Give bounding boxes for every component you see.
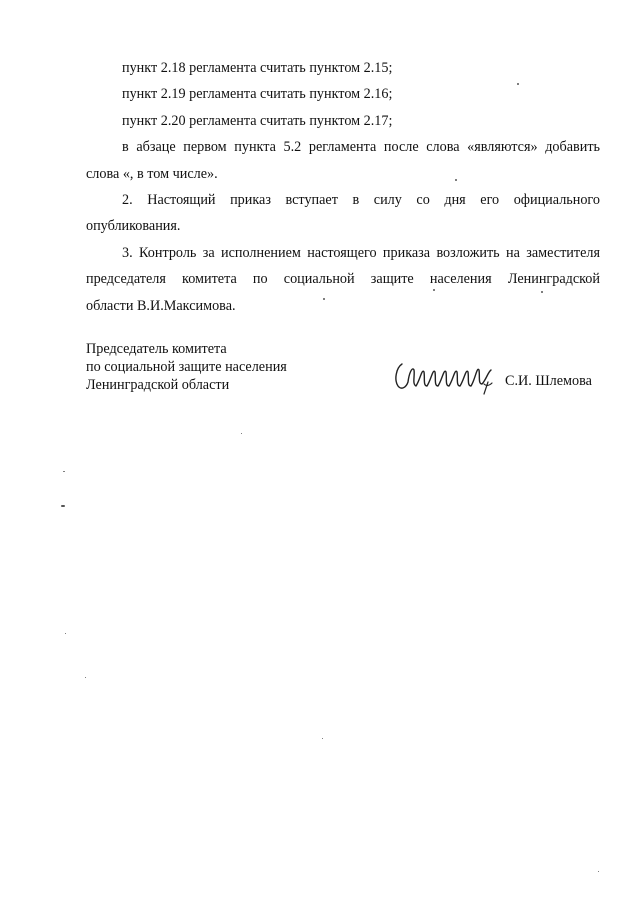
signatory-title-line: по социальной защите населения	[86, 359, 287, 375]
scan-speck	[433, 289, 435, 291]
scan-speck	[455, 179, 457, 181]
document-body	[86, 55, 600, 319]
paragraph-line: области В.И.Максимова.	[86, 297, 236, 314]
scan-speck	[61, 505, 65, 507]
paragraph-line: слова «, в том числе».	[86, 165, 218, 182]
paragraph-line: опубликования.	[86, 218, 181, 235]
scan-speck	[323, 298, 325, 300]
handwritten-signature	[392, 350, 498, 398]
scan-speck	[241, 433, 242, 434]
paragraph-line: пункт 2.19 регламента считать пунктом 2.16;	[122, 86, 393, 103]
paragraph-line: пункт 2.18 регламента считать пунктом 2.15;	[122, 60, 393, 76]
signatory-title-line: Ленинградской области	[86, 377, 230, 393]
paragraph-line: пункт 2.20 регламента считать пунктом 2.17;	[122, 112, 393, 129]
signatory-name: С.И. Шлемова	[505, 373, 592, 389]
scan-speck	[541, 291, 543, 293]
paragraph-line: 2. Настоящий приказ вступает в силу со дня его официального	[122, 192, 600, 209]
scan-speck	[598, 871, 599, 872]
paragraph-line: председателя комитета по социальной защите населения Ленинградской	[86, 271, 600, 288]
scan-speck	[322, 738, 323, 739]
scan-speck	[65, 633, 66, 634]
paragraph-line: в абзаце первом пункта 5.2 регламента после слова «являются» добавить	[122, 139, 600, 156]
signatory-title-line: Председатель комитета	[86, 341, 227, 357]
signatory-title	[86, 340, 287, 394]
scan-speck	[517, 83, 519, 85]
paragraph-line: 3. Контроль за исполнением настоящего приказа возложить на заместителя	[122, 244, 600, 261]
signature-block	[86, 340, 600, 410]
scan-speck	[85, 677, 86, 678]
scan-speck	[63, 471, 65, 472]
